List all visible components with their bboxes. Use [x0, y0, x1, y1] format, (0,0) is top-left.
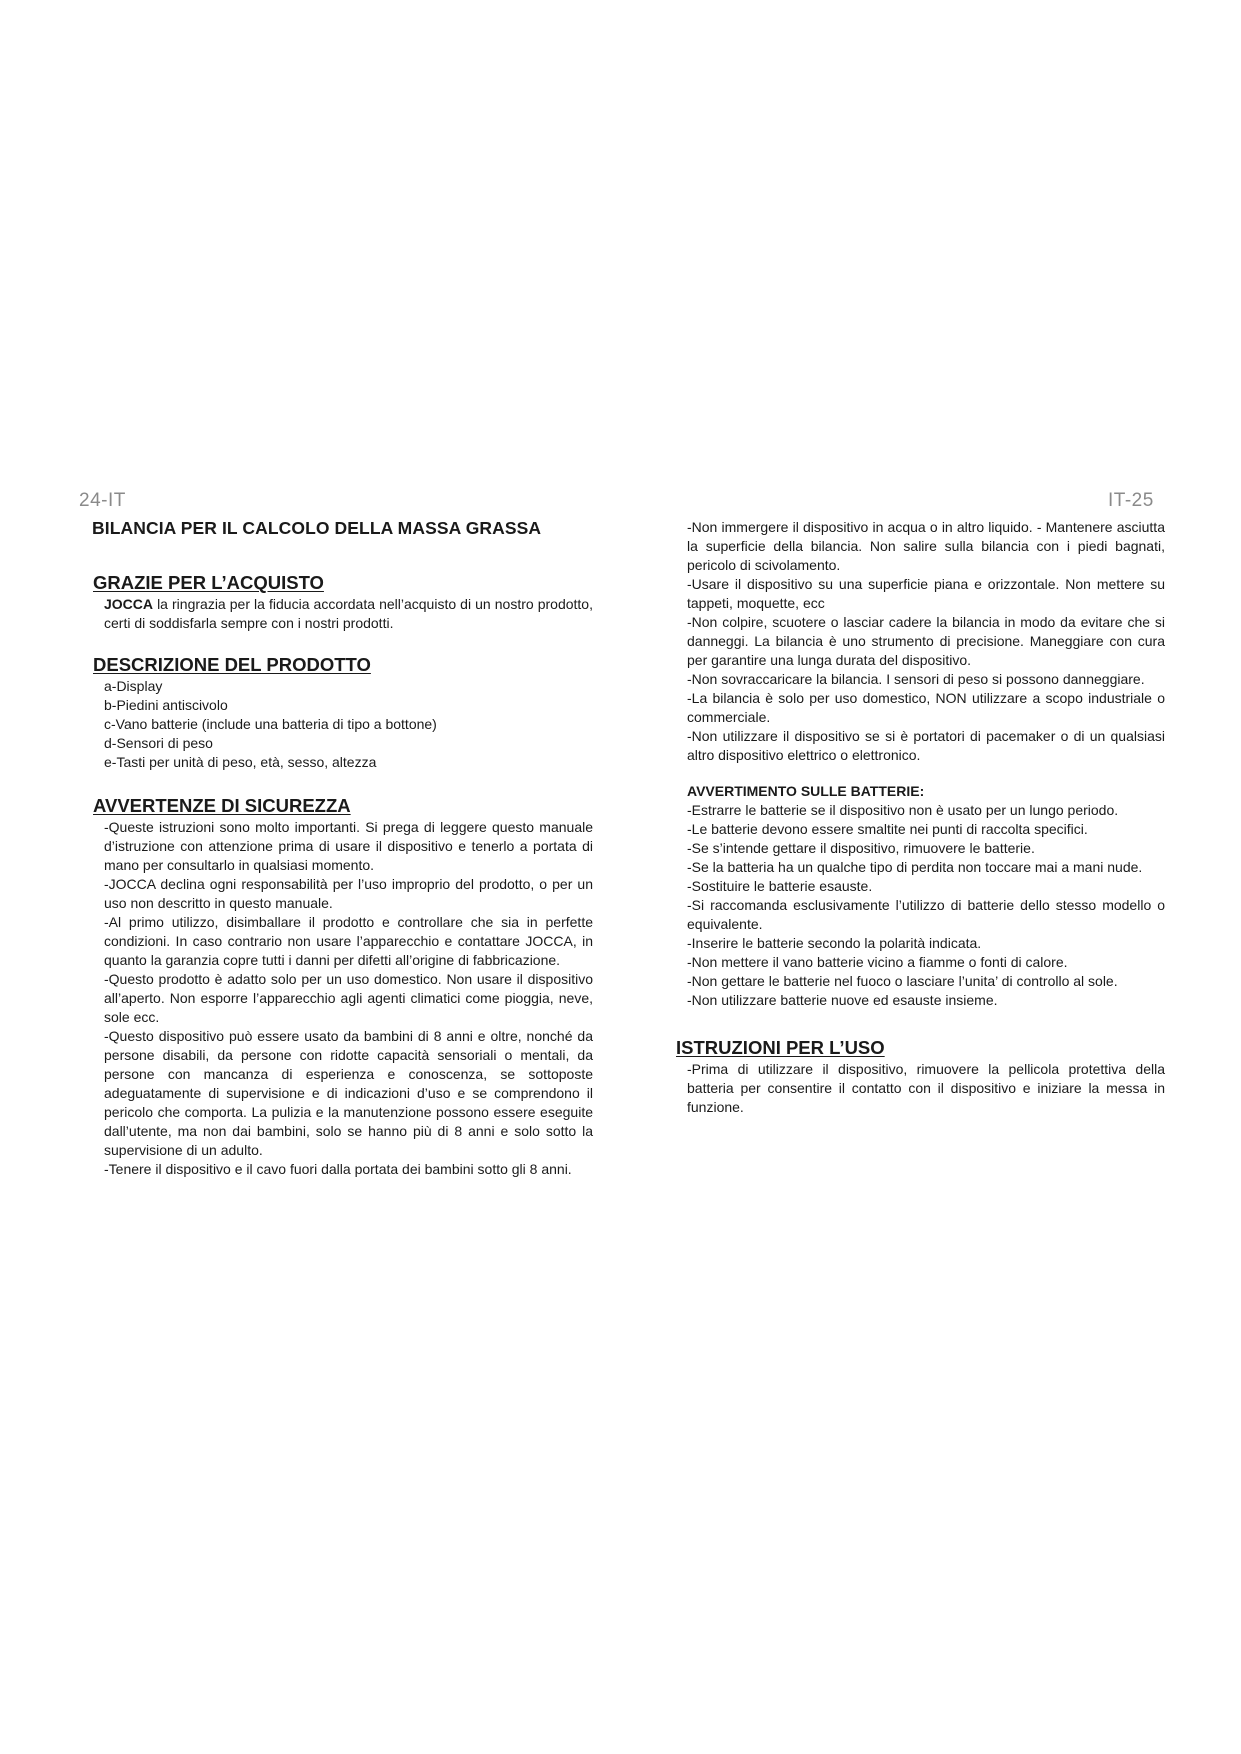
description-item: c-Vano batterie (include una batteria di tipo a bottone) [104, 716, 437, 732]
safety-paragraph: -Queste istruzioni sono molto importanti. Si prega di leggere questo manuale d’istruzione con attenzione prima di usare il dispositivo e tenerlo a portata di mano per consultarlo in qualsiasi momento. [104, 819, 593, 873]
safety-paragraph: -Non immergere il dispositivo in acqua o in altro liquido. - Mantenere asciutta la superficie della bilancia. Non salire sulla bilancia con i piedi bagnati, pericolo di scivolamento. [687, 519, 1165, 573]
battery-paragraph: -Inserire le batterie secondo la polarità indicata. [687, 935, 982, 951]
description-item: e-Tasti per unità di peso, età, sesso, altezza [104, 754, 377, 770]
battery-paragraph: -Sostituire le batterie esauste. [687, 878, 873, 894]
battery-paragraph: -Se la batteria ha un qualche tipo di perdita non toccare mai a mani nude. [687, 859, 1143, 875]
description-item: a-Display [104, 678, 163, 694]
safety-heading: AVVERTENZE DI SICUREZZA [93, 795, 351, 816]
safety-paragraph: -Non sovraccaricare la bilancia. I sensori di peso si possono danneggiare. [687, 671, 1145, 687]
safety-paragraph: -Questo dispositivo può essere usato da bambini di 8 anni e oltre, nonché da persone disabili, da persone con ridotte capacità sensoriali o mentali, da persone con mancanza di esperienza e conoscenza, se sottoposte adeguatamente di supervisione e di indicazioni d’uso e se comprendono il pericolo che comporta. La pulizia e la manutenzione possono essere eseguite dall’utente, ma non dai bambini, solo se hanno più di 8 anni e solo sotto la supervisione di un adulto. [104, 1028, 593, 1158]
safety-paragraph: -JOCCA declina ogni responsabilità per l’uso improprio del prodotto, o per un uso non descritto in questo manuale. [104, 876, 593, 911]
description-item: b-Piedini antiscivolo [104, 697, 228, 713]
usage-body [687, 1060, 1165, 1117]
safety-paragraph: -Non utilizzare il dispositivo se si è portatori di pacemaker o di un qualsiasi altro dispositivo elettrico o elettronico. [687, 728, 1165, 763]
battery-warning-body [687, 801, 1165, 1010]
battery-paragraph: -Non utilizzare batterie nuove ed esauste insieme. [687, 992, 998, 1008]
safety-paragraph: -Tenere il dispositivo e il cavo fuori dalla portata dei bambini sotto gli 8 anni. [104, 1161, 572, 1177]
page-number-left: 24-IT [79, 490, 126, 511]
brand-name: JOCCA [104, 596, 154, 612]
left-column [93, 518, 593, 1179]
battery-paragraph: -Si raccomanda esclusivamente l’utilizzo di batterie dello stesso modello o equivalente. [687, 897, 1165, 932]
usage-paragraph: -Prima di utilizzare il dispositivo, rimuovere la pellicola protettiva della batteria per consentire il contatto con il dispositivo e iniziare la messa in funzione. [687, 1061, 1165, 1115]
battery-warning-heading: AVVERTIMENTO SULLE BATTERIE: [687, 783, 925, 799]
right-column [676, 518, 1165, 1117]
safety-paragraph: -Usare il dispositivo su una superficie piana e orizzontale. Non mettere su tappeti, moquette, ecc [687, 576, 1165, 611]
safety-paragraph: -Non colpire, scuotere o lasciar cadere la bilancia in modo da evitare che si danneggi. La bilancia è uno strumento di precisione. Maneggiare con cura per garantire una lunga durata del dispositivo. [687, 614, 1165, 668]
document-title: BILANCIA PER IL CALCOLO DELLA MASSA GRASSA [92, 518, 542, 538]
safety-paragraph: -Questo prodotto è adatto solo per un uso domestico. Non usare il dispositivo all’aperto. Non esporre l’apparecchio agli agenti climatici come pioggia, neve, sole ecc. [104, 971, 593, 1025]
battery-paragraph: -Estrarre le batterie se il dispositivo non è usato per un lungo periodo. [687, 802, 1119, 818]
battery-paragraph: -Le batterie devono essere smaltite nei punti di raccolta specifici. [687, 821, 1088, 837]
thanks-heading: GRAZIE PER L’ACQUISTO [93, 572, 324, 593]
usage-heading: ISTRUZIONI PER L’USO [676, 1037, 885, 1058]
battery-paragraph: -Non mettere il vano batterie vicino a fiamme o fonti di calore. [687, 954, 1068, 970]
description-list [93, 677, 593, 772]
thanks-body: la ringrazia per la fiducia accordata nell’acquisto di un nostro prodotto, certi di soddisfarla sempre con i nostri prodotti. [104, 596, 593, 631]
battery-paragraph: -Non gettare le batterie nel fuoco o lasciare l’unita’ di controllo al sole. [687, 973, 1118, 989]
safety-paragraph: -Al primo utilizzo, disimballare il prodotto e controllare che sia in perfette condizioni. In caso contrario non usare l’apparecchio e contattare JOCCA, in quanto la garanzia copre tutti i danni per difetti all’origine di fabbricazione. [104, 914, 593, 968]
description-item: d-Sensori di peso [104, 735, 213, 751]
description-heading: DESCRIZIONE DEL PRODOTTO [93, 654, 371, 675]
safety-paragraph: -La bilancia è solo per uso domestico, NON utilizzare a scopo industriale o commerciale. [687, 690, 1165, 725]
thanks-text [93, 595, 593, 633]
page-number-right: IT-25 [1108, 490, 1154, 511]
safety-body [93, 818, 593, 1179]
safety-continued [687, 518, 1165, 765]
battery-paragraph: -Se s’intende gettare il dispositivo, rimuovere le batterie. [687, 840, 1035, 856]
